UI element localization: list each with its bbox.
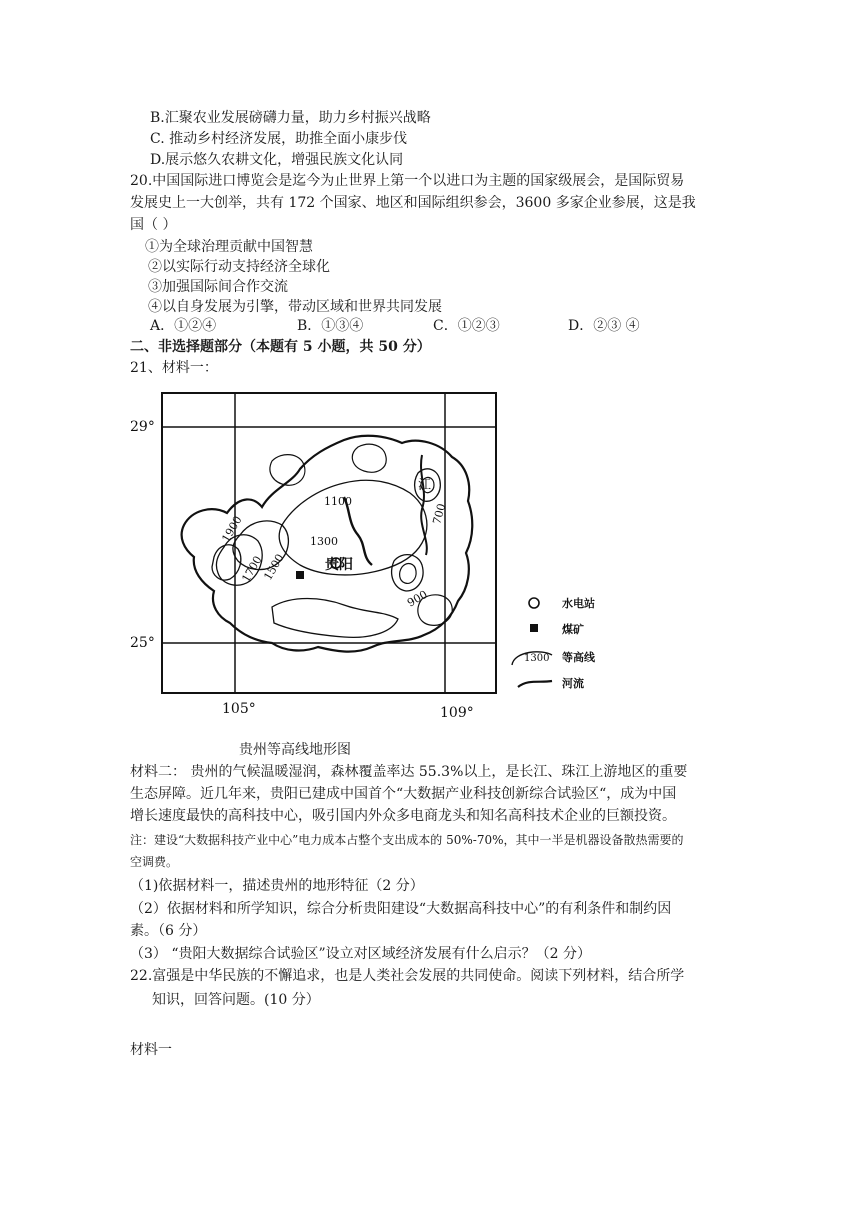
contour-ring-northeast: [352, 444, 386, 472]
guizhou-contour-map: [122, 385, 642, 725]
q19-option-c: C. 推动乡村经济发展，助推全面小康步伐: [150, 131, 408, 147]
contour-label-1700: 1700: [239, 553, 265, 585]
q21-sub2-line-1: （2）依据材料和所学知识，综合分析贵阳建设“大数据高科技中心”的有利条件和制约因: [130, 901, 672, 917]
q20-stem-1: 20.中国国际进口博览会是迄今为止世界上第一个以进口为主题的国家级展会，是国际贸易: [130, 173, 685, 189]
contour-label-1900: 1900: [219, 513, 245, 545]
legend-contour-label: 等高线: [562, 651, 595, 664]
q21-sub3: （3） “贵阳大数据综合试验区”设立对区域经济发展有什么启示？（2 分）: [130, 946, 592, 962]
q20-choice-d: D．②③ ④: [568, 318, 640, 334]
legend-coal-icon: [530, 624, 538, 632]
q22-material1-label: 材料一: [130, 1042, 172, 1058]
q20-choice-b: B．①③④: [297, 318, 364, 334]
legend-coal-label: 煤矿: [562, 623, 584, 636]
contour-ring-southeast-inner: [400, 564, 417, 584]
q20-item-1: ①为全球治理贡献中国智慧: [145, 239, 313, 255]
q22-stem-1: 22.富强是中华民族的不懈追求，也是人类社会发展的共同使命。阅读下列材料，结合所学: [130, 968, 685, 984]
contour-label-1300: 1300: [310, 535, 338, 548]
lon-label-105: 105°: [222, 701, 256, 717]
map-caption: 贵州等高线地形图: [239, 742, 351, 758]
q21-sub2-line-2: 素。（6 分）: [130, 923, 207, 939]
q20-stem-2: 发展史上一大创举，共有 172 个国家、地区和国际组织参会，3600 多家企业参展，这是我: [130, 195, 696, 211]
q20-stem-3: 国（ ）: [130, 217, 177, 233]
contour-label-1100: 1100: [324, 495, 352, 508]
q20-item-3: ③加强国际间合作交流: [148, 279, 288, 295]
note-line-1: 注：建设“大数据科技产业中心”电力成本占整个支出成本的 50%-70%，其中一半是机器设备散热需要的: [130, 833, 684, 847]
material2-line-3: 增长速度最快的高科技中心，吸引国内外众多电商龙头和知名高科技术企业的巨额投资。: [130, 808, 676, 824]
section2-title: 二、非选择题部分（本题有 5 小题，共 50 分）: [130, 339, 431, 355]
q21-intro: 21、材料一：: [130, 360, 218, 376]
legend-river-icon: [518, 681, 552, 687]
q20-item-2: ②以实际行动支持经济全球化: [148, 259, 330, 275]
q20-choice-c: C．①②③: [433, 318, 500, 334]
lat-label-29: 29°: [130, 419, 155, 435]
coal-mine-icon: [296, 571, 304, 579]
contour-label-700: 700: [430, 502, 449, 526]
q20-item-4: ④以自身发展为引擎，带动区域和世界共同发展: [148, 299, 442, 315]
legend-hydro-label: 水电站: [562, 597, 595, 610]
lat-label-25: 25°: [130, 635, 155, 651]
contour-south: [272, 599, 398, 638]
q19-option-d: D.展示悠久农耕文化，增强民族文化认同: [150, 152, 404, 168]
lon-label-109: 109°: [440, 705, 474, 721]
legend-hydro-icon: [529, 598, 539, 608]
legend-contour-value: 1300: [524, 653, 550, 664]
river-name-label: 江: [418, 478, 432, 493]
q20-choice-a: A．①②④: [150, 318, 217, 334]
material2-line-1: 材料二： 贵州的气候温暖湿润，森林覆盖率达 55.3%以上，是长江、珠江上游地区的重要: [130, 764, 688, 780]
q21-sub1: （1)依据材料一，描述贵州的地形特征（2 分）: [130, 878, 424, 894]
q19-option-b: B.汇聚农业发展磅礴力量，助力乡村振兴战略: [150, 110, 431, 126]
material2-line-2: 生态屏障。近几年来，贵阳已建成中国首个“大数据产业科技创新综合试验区“，成为中国: [130, 786, 677, 802]
note-line-2: 空调费。: [130, 855, 179, 869]
contour-ring-southeast: [392, 555, 423, 591]
legend-river-label: 河流: [562, 677, 584, 690]
q22-stem-2: 知识，回答问题。(10 分）: [152, 992, 320, 1008]
city-label-guiyang: 贵阳: [325, 557, 353, 573]
contour-label-900: 900: [405, 587, 430, 610]
contour-label-1500: 1500: [261, 551, 287, 583]
